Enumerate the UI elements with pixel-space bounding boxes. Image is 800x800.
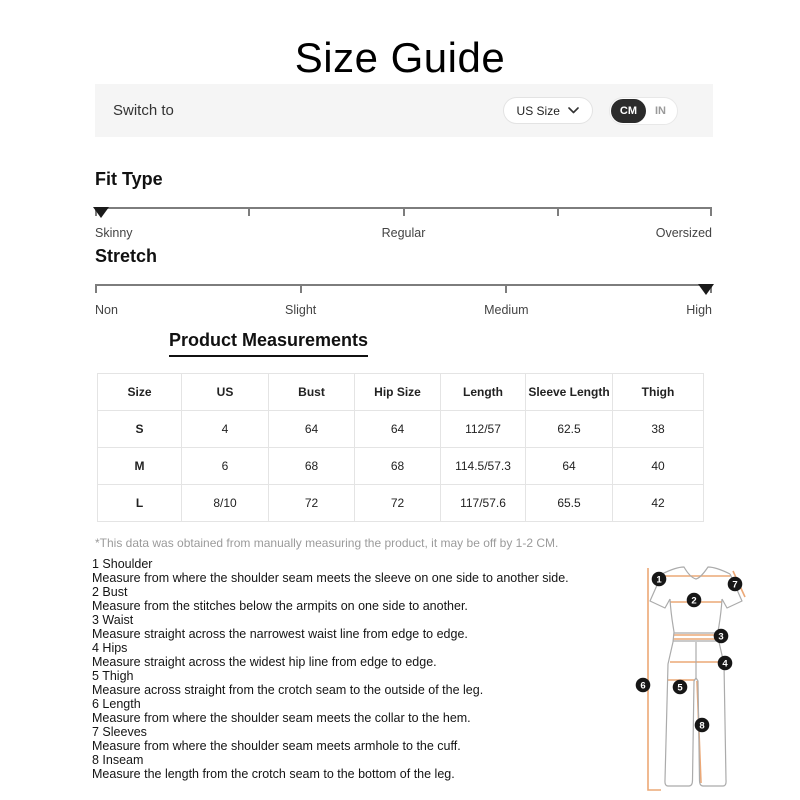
- item-label: 4 Hips: [92, 641, 128, 655]
- svg-text:3: 3: [718, 631, 724, 643]
- stretch-labels: [95, 303, 712, 318]
- fit-type-label-skinny: Skinny: [95, 226, 133, 240]
- fit-type-section: [95, 170, 712, 241]
- stretch-label-high: High: [686, 303, 712, 317]
- marker-3: [714, 629, 729, 644]
- cell: 64: [269, 411, 355, 448]
- col-header-bust: Bust: [269, 374, 355, 411]
- item-desc: Measure straight across the narrowest waist line from edge to edge.: [92, 627, 468, 641]
- svg-text:1: 1: [656, 574, 662, 586]
- list-item: [92, 669, 648, 697]
- cell: 4: [182, 411, 269, 448]
- item-label: 3 Waist: [92, 613, 134, 627]
- item-label: 5 Thigh: [92, 669, 134, 683]
- svg-text:4: 4: [722, 658, 728, 670]
- cell: 42: [613, 485, 704, 522]
- chevron-down-icon: [568, 107, 579, 114]
- stretch-marker: [698, 284, 714, 295]
- cell: 64: [526, 448, 613, 485]
- list-item: [92, 725, 648, 753]
- cell: 40: [613, 448, 704, 485]
- page-title: Size Guide: [294, 34, 506, 82]
- cell: 68: [355, 448, 441, 485]
- switch-bar: [95, 84, 713, 137]
- col-header-sleeve: Sleeve Length: [526, 374, 613, 411]
- fit-type-labels: [95, 226, 712, 241]
- marker-1: [652, 572, 667, 587]
- unit-option-cm[interactable]: CM: [611, 99, 646, 123]
- size-table: [97, 373, 704, 522]
- stretch-heading: Stretch: [95, 246, 158, 266]
- unit-option-in[interactable]: IN: [655, 104, 666, 117]
- item-label: 6 Length: [92, 697, 141, 711]
- cell: 6: [182, 448, 269, 485]
- item-desc: Measure straight across the widest hip line from edge to edge.: [92, 655, 437, 669]
- stretch-tick: [95, 286, 97, 293]
- stretch-tick: [300, 286, 302, 293]
- product-measurements-heading: Product Measurements: [169, 330, 368, 357]
- stretch-section: [95, 247, 712, 318]
- size-standard-dropdown[interactable]: [503, 97, 593, 124]
- col-header-thigh: Thigh: [613, 374, 704, 411]
- fit-type-tick: [710, 209, 712, 216]
- marker-4: [718, 656, 733, 671]
- item-label: 1 Shoulder: [92, 557, 153, 571]
- cell: L: [98, 485, 182, 522]
- marker-6: [636, 678, 651, 693]
- col-header-size: Size: [98, 374, 182, 411]
- table-row: [98, 485, 704, 522]
- list-item: [92, 697, 648, 725]
- cell: 38: [613, 411, 704, 448]
- stretch-label-slight: Slight: [285, 303, 317, 317]
- item-label: 8 Inseam: [92, 753, 144, 767]
- fit-type-label-oversized: Oversized: [655, 226, 712, 240]
- cell: 72: [269, 485, 355, 522]
- marker-2: [687, 593, 702, 608]
- list-item: [92, 585, 648, 613]
- garment-measurement-diagram: [634, 560, 758, 798]
- item-desc: Measure the length from the crotch seam to the bottom of the leg.: [92, 767, 455, 781]
- fit-type-tick: [557, 209, 559, 216]
- unit-toggle[interactable]: [609, 97, 678, 125]
- size-standard-value: US Size: [516, 103, 560, 118]
- item-label: 7 Sleeves: [92, 725, 147, 739]
- fit-type-slider: [95, 207, 712, 220]
- list-item: [92, 641, 648, 669]
- cell: 68: [269, 448, 355, 485]
- table-row: [98, 411, 704, 448]
- svg-text:7: 7: [732, 579, 738, 591]
- switch-to-label: Switch to: [113, 102, 174, 119]
- fit-type-marker: [93, 207, 109, 218]
- fit-type-tick: [248, 209, 250, 216]
- switch-controls: [503, 97, 678, 125]
- stretch-label-medium: Medium: [484, 303, 529, 317]
- svg-text:5: 5: [677, 682, 683, 694]
- item-desc: Measure from where the shoulder seam meets armhole to the cuff.: [92, 739, 461, 753]
- fit-type-label-regular: Regular: [381, 226, 426, 240]
- item-desc: Measure across straight from the crotch seam to the outside of the leg.: [92, 683, 484, 697]
- cell: 64: [355, 411, 441, 448]
- marker-5: [673, 680, 688, 695]
- measure-guide-list: [92, 557, 648, 781]
- stretch-track: [95, 284, 712, 286]
- fit-type-heading: Fit Type: [95, 169, 163, 189]
- cell: 62.5: [526, 411, 613, 448]
- cell: M: [98, 448, 182, 485]
- table-row: [98, 448, 704, 485]
- col-header-hip: Hip Size: [355, 374, 441, 411]
- svg-text:8: 8: [699, 720, 705, 732]
- cell: 114.5/57.3: [441, 448, 526, 485]
- col-header-length: Length: [441, 374, 526, 411]
- marker-8: [695, 718, 710, 733]
- cell: S: [98, 411, 182, 448]
- col-header-us: US: [182, 374, 269, 411]
- list-item: [92, 753, 648, 781]
- svg-text:2: 2: [691, 595, 697, 607]
- cell: 65.5: [526, 485, 613, 522]
- stretch-label-non: Non: [95, 303, 118, 317]
- stretch-slider: [95, 284, 712, 297]
- fit-type-tick: [403, 209, 405, 216]
- list-item: [92, 613, 648, 641]
- cell: 112/57: [441, 411, 526, 448]
- item-desc: Measure from the stitches below the armpits on one side to another.: [92, 599, 468, 613]
- cell: 117/57.6: [441, 485, 526, 522]
- marker-7: [728, 577, 743, 592]
- table-header-row: [98, 374, 704, 411]
- measurement-footnote: *This data was obtained from manually measuring the product, it may be off by 1-2 CM.: [95, 536, 559, 550]
- cell: 8/10: [182, 485, 269, 522]
- item-label: 2 Bust: [92, 585, 128, 599]
- cell: 72: [355, 485, 441, 522]
- item-desc: Measure from where the shoulder seam meets the collar to the hem.: [92, 711, 471, 725]
- list-item: [92, 557, 648, 585]
- svg-text:6: 6: [640, 680, 646, 692]
- item-desc: Measure from where the shoulder seam meets the sleeve on one side to another side.: [92, 571, 569, 585]
- stretch-tick: [505, 286, 507, 293]
